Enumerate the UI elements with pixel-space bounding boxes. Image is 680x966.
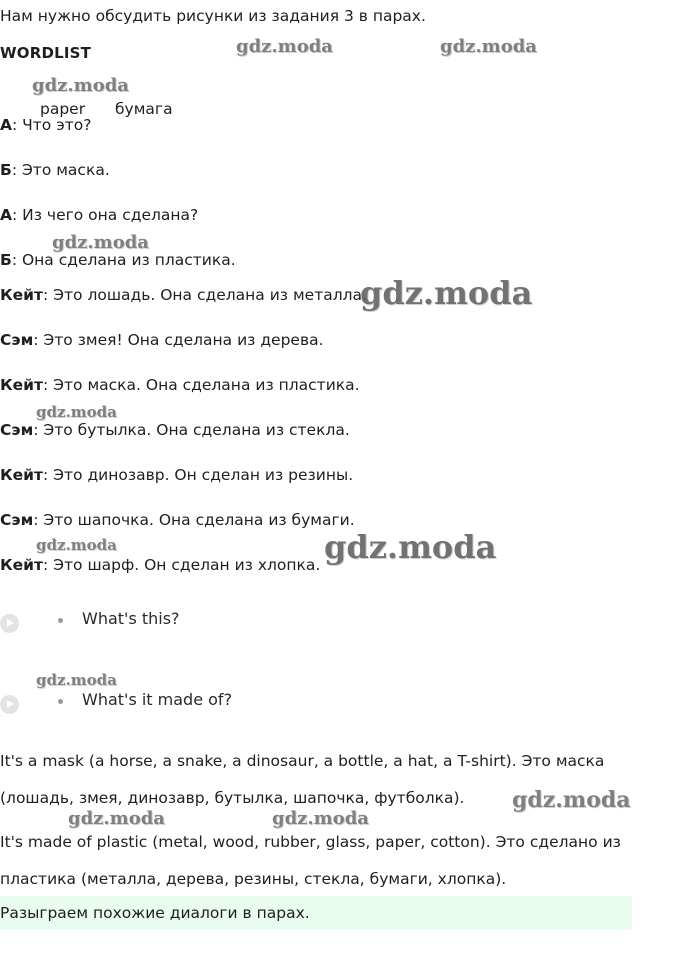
line-text: : Это маска. Она сделана из пластика. (43, 376, 360, 394)
line-text: : Что это? (12, 116, 92, 134)
line-text: : Это динозавр. Он сделан из резины. (43, 466, 354, 484)
watermark: gdz.moda (440, 36, 537, 57)
watermark: gdz.moda (52, 232, 149, 253)
watermark: gdz.moda (32, 75, 129, 96)
answer-line: (лошадь, змея, динозавр, бутылка, шапочка, футболка). (0, 789, 465, 807)
speaker: Кейт (0, 286, 44, 304)
dialogue-line (0, 376, 360, 394)
dialogue-line (0, 286, 367, 304)
speaker: Б (0, 161, 12, 179)
note-text: Разыграем похожие диалоги в парах. (0, 904, 310, 922)
answer-line: It's made of plastic (metal, wood, rubber, glass, paper, cotton). Это сделано из (0, 833, 621, 851)
line-text: : Из чего она сделана? (12, 206, 199, 224)
wordlist-en: paper (40, 100, 86, 118)
line-text: : Это лошадь. Она сделана из металла. (43, 286, 367, 304)
intro-text: Нам нужно обсудить рисунки из задания 3 в парах. (0, 7, 426, 25)
dialogue-line (0, 206, 198, 224)
phrase-text: What's it made of? (82, 690, 233, 709)
line-text: : Это шарф. Он сделан из хлопка. (43, 556, 321, 574)
watermark: gdz.moda (68, 808, 165, 829)
speaker: Сэм (0, 421, 34, 439)
bullet-icon (58, 618, 63, 623)
speaker: А (0, 116, 12, 134)
watermark: gdz.moda (36, 536, 117, 554)
line-text: : Это змея! Она сделана из дерева. (33, 331, 324, 349)
play-audio-icon[interactable] (0, 695, 19, 714)
dialogue-line (0, 116, 91, 134)
watermark: gdz.moda (36, 403, 117, 421)
answer-line: It's a mask (a horse, a snake, a dinosaur, a bottle, a hat, a T-shirt). Это маска (0, 752, 605, 770)
watermark: gdz.moda (36, 671, 117, 689)
watermark: gdz.moda (324, 528, 497, 566)
watermark: gdz.moda (512, 787, 631, 813)
dialogue-line (0, 161, 110, 179)
dialogue-line (0, 466, 353, 484)
watermark: gdz.moda (272, 808, 369, 829)
speaker: Кейт (0, 376, 44, 394)
dialogue-line (0, 421, 350, 439)
phrase-text: What's this? (82, 609, 180, 628)
speaker: А (0, 206, 12, 224)
speaker: Кейт (0, 556, 44, 574)
line-text: : Это бутылка. Она сделана из стекла. (33, 421, 350, 439)
line-text: : Это маска. (11, 161, 110, 179)
bullet-icon (58, 699, 63, 704)
speaker: Сэм (0, 331, 34, 349)
dialogue-line (0, 556, 320, 574)
dialogue-line (0, 331, 324, 349)
play-audio-icon[interactable] (0, 614, 19, 633)
wordlist-ru: бумага (115, 100, 173, 118)
wordlist-item (40, 98, 190, 118)
line-text: : Это шапочка. Она сделана из бумаги. (33, 511, 355, 529)
speaker: Кейт (0, 466, 44, 484)
dialogue-line (0, 511, 355, 529)
note-highlight (0, 896, 632, 930)
answer-line: пластика (металла, дерева, резины, стекла, бумаги, хлопка). (0, 870, 507, 888)
watermark: gdz.moda (360, 274, 533, 312)
dialogue-line (0, 251, 236, 269)
line-text: : Она сделана из пластика. (11, 251, 236, 269)
speaker: Сэм (0, 511, 34, 529)
wordlist-heading: WORDLIST (0, 44, 92, 62)
speaker: Б (0, 251, 12, 269)
watermark: gdz.moda (236, 36, 333, 57)
